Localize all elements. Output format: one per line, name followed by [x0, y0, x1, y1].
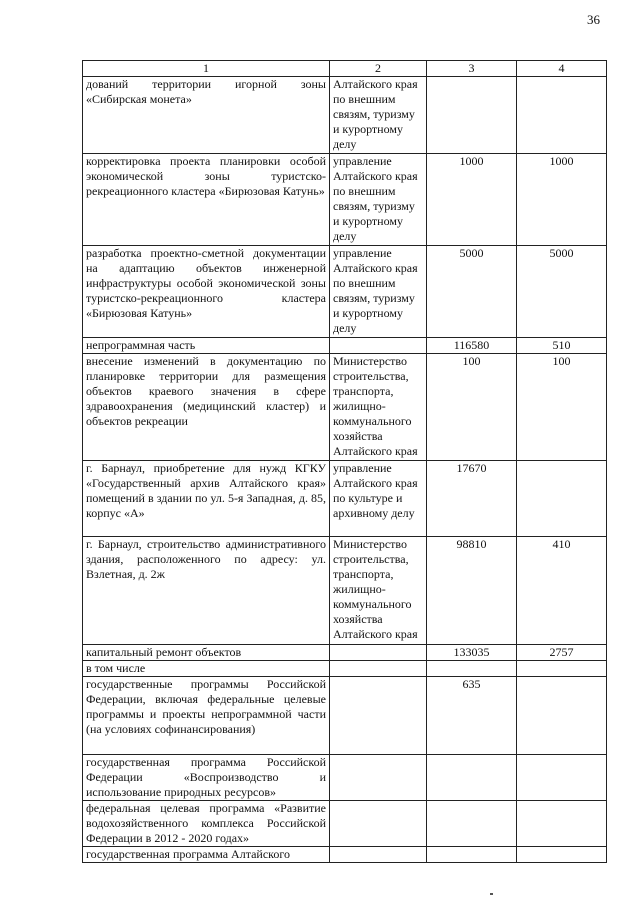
table-row [83, 537, 607, 645]
row-description: разработка проектно-сметной документации на адаптацию объектов инженерной инфраструктуры особой экономической зоны туристско-рекреационного кластера «Бирюзовая Катунь» [83, 246, 330, 338]
row-description: государственная программа Алтайского [83, 847, 330, 863]
row-responsible: управление Алтайского края по внешним связям, туризму и курортному делу [330, 246, 427, 338]
row-value-4 [517, 461, 607, 537]
row-description: корректировка проекта планировки особой экономической зоны туристско-рекреационного кластера «Бирюзовая Катунь» [83, 154, 330, 246]
row-value-3 [427, 661, 517, 677]
row-value-3: 98810 [427, 537, 517, 645]
table-row [83, 847, 607, 863]
row-value-3 [427, 755, 517, 801]
table-row [83, 354, 607, 461]
table-row [83, 461, 607, 537]
table-row [83, 154, 607, 246]
table-row [83, 645, 607, 661]
row-value-4 [517, 677, 607, 755]
row-responsible: управление Алтайского края по культуре и архивному делу [330, 461, 427, 537]
row-responsible: Алтайского края по внешним связям, туризму и курортному делу [330, 77, 427, 154]
column-header-3: 3 [427, 61, 517, 77]
row-value-4: 100 [517, 354, 607, 461]
row-value-3: 133035 [427, 645, 517, 661]
table-row [83, 755, 607, 801]
column-header-4: 4 [517, 61, 607, 77]
row-description: дований территории игорной зоны «Сибирская монета» [83, 77, 330, 154]
row-value-3: 5000 [427, 246, 517, 338]
row-value-3 [427, 801, 517, 847]
table-header-row [83, 61, 607, 77]
row-description: в том числе [83, 661, 330, 677]
table-row [83, 661, 607, 677]
row-value-4 [517, 661, 607, 677]
row-responsible [330, 661, 427, 677]
table-row [83, 246, 607, 338]
row-value-4: 5000 [517, 246, 607, 338]
table-row [83, 338, 607, 354]
row-description: государственная программа Российской Федерации «Воспроизводство и использование природных ресурсов» [83, 755, 330, 801]
row-value-4 [517, 801, 607, 847]
row-responsible: Министерство строительства, транспорта, жилищно-коммунального хозяйства Алтайского края [330, 354, 427, 461]
row-description: внесение изменений в документацию по планировке территории для размещения объектов краевого значения в сфере здравоохранения (медицинский кластер) и объектов рекреации [83, 354, 330, 461]
row-description: федеральная целевая программа «Развитие водохозяйственного комплекса Российской Федерации в 2012 - 2020 годах» [83, 801, 330, 847]
row-value-4: 510 [517, 338, 607, 354]
budget-table [82, 60, 607, 863]
table-row [83, 77, 607, 154]
table-row [83, 801, 607, 847]
row-responsible [330, 847, 427, 863]
column-header-1: 1 [83, 61, 330, 77]
page-number: 36 [587, 12, 600, 27]
row-description: г. Барнаул, приобретение для нужд КГКУ «Государственный архив Алтайского края» помещений в здании по ул. 5-я Западная, д. 85, корпус «А» [83, 461, 330, 537]
row-value-4: 1000 [517, 154, 607, 246]
row-responsible [330, 645, 427, 661]
row-responsible [330, 677, 427, 755]
row-value-4 [517, 77, 607, 154]
row-responsible: Министерство строительства, транспорта, жилищно-коммунального хозяйства Алтайского края [330, 537, 427, 645]
row-value-3: 100 [427, 354, 517, 461]
row-value-3: 635 [427, 677, 517, 755]
row-value-3: 1000 [427, 154, 517, 246]
row-value-3: 17670 [427, 461, 517, 537]
row-responsible [330, 801, 427, 847]
row-responsible [330, 755, 427, 801]
row-description: непрограммная часть [83, 338, 330, 354]
row-value-4: 2757 [517, 645, 607, 661]
row-value-3: 116580 [427, 338, 517, 354]
table-row [83, 677, 607, 755]
row-value-4 [517, 847, 607, 863]
row-description: капитальный ремонт объектов [83, 645, 330, 661]
row-responsible: управление Алтайского края по внешним связям, туризму и курортному делу [330, 154, 427, 246]
column-header-2: 2 [330, 61, 427, 77]
row-description: государственные программы Российской Федерации, включая федеральные целевые программы и проекты непрограммной части (на условиях софинансирования) [83, 677, 330, 755]
row-value-3 [427, 847, 517, 863]
row-responsible [330, 338, 427, 354]
scan-speck [490, 893, 493, 895]
row-value-4: 410 [517, 537, 607, 645]
row-value-4 [517, 755, 607, 801]
row-value-3 [427, 77, 517, 154]
row-description: г. Барнаул, строительство административного здания, расположенного по адресу: ул. Взлетная, д. 2ж [83, 537, 330, 645]
